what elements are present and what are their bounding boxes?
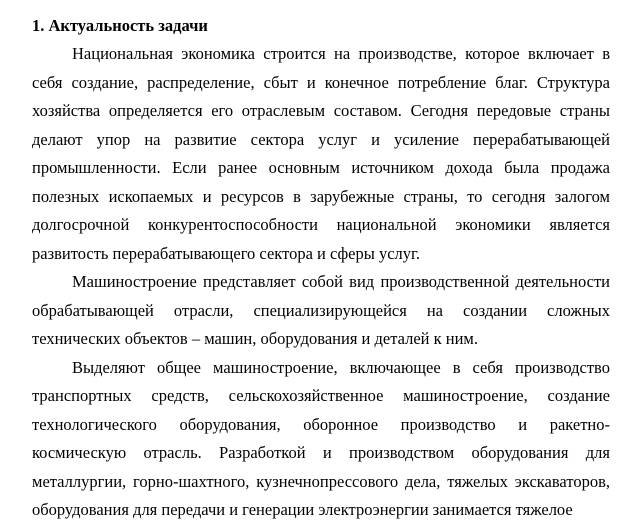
section-heading: 1. Актуальность задачи: [32, 16, 208, 35]
paragraph-2: Машиностроение представляет собой вид производственной деятельности обрабатывающей отрасли, специализирующейся на создании сложных технических объектов – машин, оборудования и деталей к ним.: [32, 272, 610, 348]
paragraph-3: Выделяют общее машиностроение, включающее в себя производство транспортных средств, сельскохозяйственное машиностроение, создание технологического оборудования, оборонное производство и ракетно-космическую отрасль. Разработкой и производством оборудования для металлургии, горно-шахтного, кузнечнопрессового дела, тяжелых экскаваторов, оборудования для передачи и генерации электроэнергии занимается тяжелое: [32, 357, 610, 519]
document-page: [32, 14, 610, 525]
paragraph-1: Национальная экономика строится на производстве, которое включает в себя создание, распределение, сбыт и конечное потребление благ. Структура хозяйства определяется его отраслевым составом. Сегодня передовые страны делают упор на развитие сектора услуг и усиление перерабатывающей промышленности. Если ранее основным источником дохода была продажа полезных ископаемых и ресурсов в зарубежные страны, то сегодня залогом долгосрочной конкурентоспособности национальной экономики является развитость перерабатывающего сектора и сферы услуг.: [32, 44, 610, 263]
